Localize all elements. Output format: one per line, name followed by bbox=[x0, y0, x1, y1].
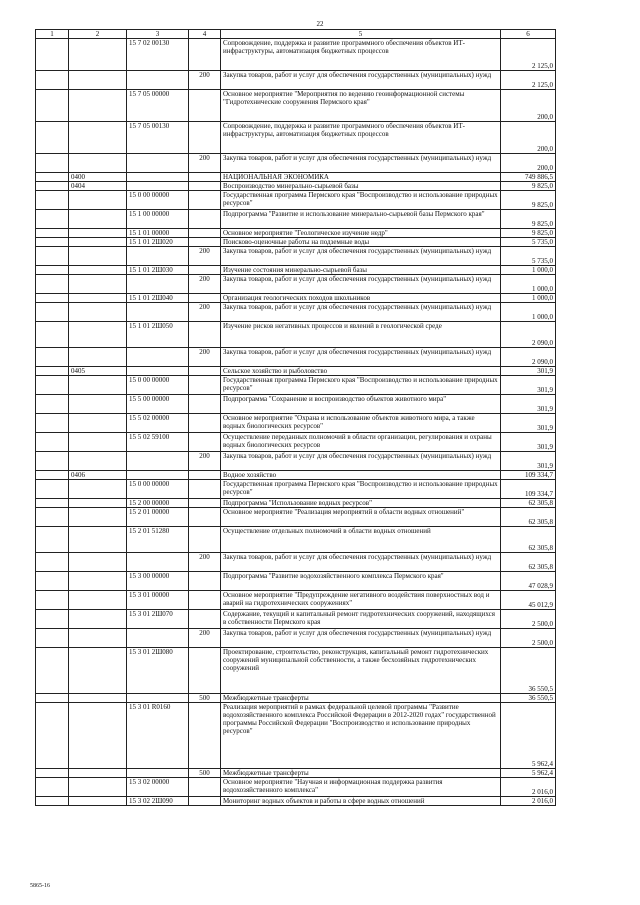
cell-col-1 bbox=[36, 433, 69, 452]
cell-c4 bbox=[189, 433, 221, 452]
table-row bbox=[36, 629, 556, 648]
cell-c5: НАЦИОНАЛЬНАЯ ЭКОНОМИКА bbox=[221, 173, 501, 182]
table-row bbox=[36, 778, 556, 797]
cell-c6: 45 012,9 bbox=[501, 591, 556, 610]
table-row bbox=[36, 591, 556, 610]
table-row bbox=[36, 527, 556, 553]
cell-c6: 109 334,7 bbox=[501, 471, 556, 480]
cell-c3: 15 3 00 00000 bbox=[127, 572, 189, 591]
cell-c4 bbox=[189, 122, 221, 154]
cell-col-1 bbox=[36, 348, 69, 367]
table-row bbox=[36, 471, 556, 480]
cell-c5: Основное мероприятие "Научная и информационная поддержка развития водохозяйственного комплекса" bbox=[221, 778, 501, 797]
cell-c6: 2 090,0 bbox=[501, 322, 556, 348]
cell-col-1 bbox=[36, 90, 69, 122]
table-row bbox=[36, 433, 556, 452]
cell-c2 bbox=[69, 433, 127, 452]
table-row bbox=[36, 348, 556, 367]
cell-col-1 bbox=[36, 610, 69, 629]
cell-c5: Сопровождение, поддержка и развитие программного обеспечения объектов ИТ-инфраструктуры, автоматизация бюджетных процессов bbox=[221, 122, 501, 154]
cell-c6: 301,9 bbox=[501, 367, 556, 376]
cell-c6: 47 028,9 bbox=[501, 572, 556, 591]
cell-c5: Закупка товаров, работ и услуг для обеспечения государственных (муниципальных) нужд bbox=[221, 275, 501, 294]
cell-c4 bbox=[189, 210, 221, 229]
table-row bbox=[36, 122, 556, 154]
cell-c6: 1 000,0 bbox=[501, 266, 556, 275]
table-row bbox=[36, 414, 556, 433]
cell-c6: 5 962,4 bbox=[501, 703, 556, 769]
cell-col-1 bbox=[36, 294, 69, 303]
cell-c2 bbox=[69, 247, 127, 266]
cell-c2 bbox=[69, 229, 127, 238]
cell-c5: Основное мероприятие "Реализация мероприятий в области водных отношений" bbox=[221, 508, 501, 527]
cell-c6: 2 125,0 bbox=[501, 39, 556, 71]
cell-c6: 301,9 bbox=[501, 376, 556, 395]
cell-col-1 bbox=[36, 322, 69, 348]
table-row bbox=[36, 90, 556, 122]
cell-c4 bbox=[189, 395, 221, 414]
cell-c2 bbox=[69, 480, 127, 499]
cell-c4 bbox=[189, 39, 221, 71]
cell-c6: 62 305,8 bbox=[501, 527, 556, 553]
cell-c3: 15 1 01 2Ш040 bbox=[127, 294, 189, 303]
cell-c4 bbox=[189, 266, 221, 275]
table-row bbox=[36, 452, 556, 471]
cell-c4 bbox=[189, 648, 221, 694]
cell-c3: 15 0 00 00000 bbox=[127, 376, 189, 395]
cell-c6: 301,9 bbox=[501, 414, 556, 433]
cell-c6: 5 735,0 bbox=[501, 247, 556, 266]
cell-c2 bbox=[69, 527, 127, 553]
cell-col-1 bbox=[36, 797, 69, 806]
cell-c5: Межбюджетные трансферты bbox=[221, 694, 501, 703]
cell-c3: 15 3 02 2Ш090 bbox=[127, 797, 189, 806]
cell-c3 bbox=[127, 694, 189, 703]
cell-c4 bbox=[189, 778, 221, 797]
cell-c6: 5 962,4 bbox=[501, 769, 556, 778]
cell-c5: Осуществление переданных полномочий в области организации, регулирования и охраны водных биологических ресурсов bbox=[221, 433, 501, 452]
cell-c5: Мониторинг водных объектов и работы в сфере водных отношений bbox=[221, 797, 501, 806]
cell-c3: 15 5 00 00000 bbox=[127, 395, 189, 414]
cell-c2: 0406 bbox=[69, 471, 127, 480]
cell-c2: 0405 bbox=[69, 367, 127, 376]
cell-c6: 9 825,0 bbox=[501, 210, 556, 229]
cell-c4 bbox=[189, 471, 221, 480]
table-row bbox=[36, 191, 556, 210]
cell-col-1 bbox=[36, 703, 69, 769]
cell-c3: 15 2 01 51280 bbox=[127, 527, 189, 553]
cell-col-1 bbox=[36, 376, 69, 395]
budget-table bbox=[35, 29, 556, 806]
table-row bbox=[36, 294, 556, 303]
cell-c2 bbox=[69, 778, 127, 797]
cell-col-1 bbox=[36, 778, 69, 797]
cell-c4: 200 bbox=[189, 275, 221, 294]
cell-c3: 15 7 02 00130 bbox=[127, 39, 189, 71]
cell-c3: 15 3 02 00000 bbox=[127, 778, 189, 797]
cell-c3 bbox=[127, 154, 189, 173]
cell-c5: Подпрограмма "Развитие и использование минерально-сырьевой базы Пермского края" bbox=[221, 210, 501, 229]
header-col-5: 5 bbox=[221, 30, 501, 39]
cell-c2 bbox=[69, 629, 127, 648]
cell-c2 bbox=[69, 648, 127, 694]
cell-col-1 bbox=[36, 122, 69, 154]
cell-c2 bbox=[69, 303, 127, 322]
cell-c3: 15 0 00 00000 bbox=[127, 191, 189, 210]
cell-c6: 1 000,0 bbox=[501, 303, 556, 322]
cell-c4 bbox=[189, 376, 221, 395]
cell-c2 bbox=[69, 122, 127, 154]
cell-c3 bbox=[127, 471, 189, 480]
cell-col-1 bbox=[36, 508, 69, 527]
cell-c2 bbox=[69, 610, 127, 629]
cell-c6: 200,0 bbox=[501, 122, 556, 154]
cell-col-1 bbox=[36, 191, 69, 210]
cell-c4: 200 bbox=[189, 629, 221, 648]
cell-c5: Закупка товаров, работ и услуг для обеспечения государственных (муниципальных) нужд bbox=[221, 71, 501, 90]
cell-c4 bbox=[189, 527, 221, 553]
cell-col-1 bbox=[36, 591, 69, 610]
cell-c5: Государственная программа Пермского края "Воспроизводство и использование природных ресурсов" bbox=[221, 480, 501, 499]
cell-col-1 bbox=[36, 39, 69, 71]
cell-c3: 15 1 01 00000 bbox=[127, 229, 189, 238]
table-row bbox=[36, 376, 556, 395]
cell-c2 bbox=[69, 154, 127, 173]
cell-c5: Изучение рисков негативных процессов и явлений в геологической среде bbox=[221, 322, 501, 348]
cell-c4: 500 bbox=[189, 769, 221, 778]
cell-c2 bbox=[69, 508, 127, 527]
cell-col-1 bbox=[36, 414, 69, 433]
cell-c4: 200 bbox=[189, 247, 221, 266]
cell-c3: 15 7 05 00000 bbox=[127, 90, 189, 122]
cell-c2 bbox=[69, 191, 127, 210]
cell-c3: 15 1 01 2Ш050 bbox=[127, 322, 189, 348]
cell-c2 bbox=[69, 39, 127, 71]
cell-c5: Подпрограмма "Сохранение и воспроизводство объектов животного мира" bbox=[221, 395, 501, 414]
cell-c3: 15 5 02 59100 bbox=[127, 433, 189, 452]
header-col-2: 2 bbox=[69, 30, 127, 39]
cell-c4 bbox=[189, 294, 221, 303]
cell-c4 bbox=[189, 322, 221, 348]
cell-c4: 200 bbox=[189, 71, 221, 90]
cell-c2 bbox=[69, 90, 127, 122]
table-row bbox=[36, 499, 556, 508]
cell-c4 bbox=[189, 90, 221, 122]
cell-c5: Проектирование, строительство, реконструкция, капитальный ремонт гидротехнических сооружений муниципальной собственности, а также бесхозяйных гидротехнических сооружений bbox=[221, 648, 501, 694]
cell-c2 bbox=[69, 703, 127, 769]
cell-c5: Сопровождение, поддержка и развитие программного обеспечения объектов ИТ-инфраструктуры, автоматизация бюджетных процессов bbox=[221, 39, 501, 71]
table-row bbox=[36, 572, 556, 591]
cell-c4 bbox=[189, 797, 221, 806]
cell-c4 bbox=[189, 182, 221, 191]
cell-c2 bbox=[69, 553, 127, 572]
cell-c5: Основное мероприятие "Охрана и использование объектов животного мира, а также водных биологических ресурсов" bbox=[221, 414, 501, 433]
cell-c5: Воспроизводство минерально-сырьевой базы bbox=[221, 182, 501, 191]
cell-c5: Поисково-оценочные работы на подземные воды bbox=[221, 238, 501, 247]
document-stamp: 5865-16 bbox=[30, 883, 50, 889]
cell-col-1 bbox=[36, 238, 69, 247]
table-row bbox=[36, 553, 556, 572]
cell-col-1 bbox=[36, 629, 69, 648]
cell-c2 bbox=[69, 572, 127, 591]
cell-c4 bbox=[189, 173, 221, 182]
cell-c6: 9 825,0 bbox=[501, 229, 556, 238]
cell-c3 bbox=[127, 629, 189, 648]
cell-col-1 bbox=[36, 247, 69, 266]
cell-c4: 200 bbox=[189, 452, 221, 471]
cell-c2 bbox=[69, 769, 127, 778]
cell-c4 bbox=[189, 508, 221, 527]
cell-c2 bbox=[69, 238, 127, 247]
header-col-3: 3 bbox=[127, 30, 189, 39]
cell-c6: 109 334,7 bbox=[501, 480, 556, 499]
cell-c5: Закупка товаров, работ и услуг для обеспечения государственных (муниципальных) нужд bbox=[221, 154, 501, 173]
table-row bbox=[36, 229, 556, 238]
table-row bbox=[36, 266, 556, 275]
cell-c2 bbox=[69, 348, 127, 367]
cell-c6: 2 500,0 bbox=[501, 610, 556, 629]
table-row bbox=[36, 173, 556, 182]
cell-c3: 15 3 01 00000 bbox=[127, 591, 189, 610]
cell-c3: 15 7 05 00130 bbox=[127, 122, 189, 154]
cell-col-1 bbox=[36, 367, 69, 376]
cell-c2 bbox=[69, 452, 127, 471]
table-row bbox=[36, 769, 556, 778]
cell-c6: 2 016,0 bbox=[501, 797, 556, 806]
cell-c4 bbox=[189, 229, 221, 238]
cell-c4: 200 bbox=[189, 553, 221, 572]
cell-col-1 bbox=[36, 769, 69, 778]
cell-c5: Государственная программа Пермского края "Воспроизводство и использование природных ресурсов" bbox=[221, 376, 501, 395]
cell-c4: 200 bbox=[189, 348, 221, 367]
cell-c5: Закупка товаров, работ и услуг для обеспечения государственных (муниципальных) нужд bbox=[221, 452, 501, 471]
cell-c4 bbox=[189, 703, 221, 769]
cell-c3 bbox=[127, 553, 189, 572]
table-row bbox=[36, 508, 556, 527]
cell-c5: Основное мероприятие "Мероприятия по ведению геоинформационной системы "Гидротехнические сооружения Пермского края" bbox=[221, 90, 501, 122]
cell-c3 bbox=[127, 182, 189, 191]
cell-c3: 15 3 01 2Ш070 bbox=[127, 610, 189, 629]
table-row bbox=[36, 395, 556, 414]
cell-c3 bbox=[127, 71, 189, 90]
cell-col-1 bbox=[36, 182, 69, 191]
table-row bbox=[36, 480, 556, 499]
cell-c5: Изучение состояния минерально-сырьевой базы bbox=[221, 266, 501, 275]
cell-c2 bbox=[69, 275, 127, 294]
cell-c6: 749 886,5 bbox=[501, 173, 556, 182]
cell-c2 bbox=[69, 294, 127, 303]
cell-c4 bbox=[189, 480, 221, 499]
cell-c6: 62 305,8 bbox=[501, 508, 556, 527]
cell-c2: 0400 bbox=[69, 173, 127, 182]
cell-c4 bbox=[189, 591, 221, 610]
cell-c5: Реализация мероприятий в рамках федеральной целевой программы "Развитие водохозяйственного комплекса Российской Федерации в 2012-2020 годах" государственной программы Российской Федерации "Воспроизводство и использование природных ресурсов" bbox=[221, 703, 501, 769]
table-row bbox=[36, 247, 556, 266]
cell-c6: 200,0 bbox=[501, 90, 556, 122]
cell-c3 bbox=[127, 275, 189, 294]
cell-c6: 36 550,5 bbox=[501, 694, 556, 703]
cell-col-1 bbox=[36, 173, 69, 182]
cell-col-1 bbox=[36, 266, 69, 275]
cell-col-1 bbox=[36, 694, 69, 703]
table-row bbox=[36, 210, 556, 229]
cell-col-1 bbox=[36, 210, 69, 229]
cell-c5: Водное хозяйство bbox=[221, 471, 501, 480]
cell-col-1 bbox=[36, 229, 69, 238]
cell-col-1 bbox=[36, 553, 69, 572]
cell-col-1 bbox=[36, 471, 69, 480]
table-row bbox=[36, 238, 556, 247]
cell-c6: 2 016,0 bbox=[501, 778, 556, 797]
cell-c6: 36 550,5 bbox=[501, 648, 556, 694]
cell-c2 bbox=[69, 71, 127, 90]
cell-col-1 bbox=[36, 303, 69, 322]
table-row bbox=[36, 182, 556, 191]
cell-c5: Межбюджетные трансферты bbox=[221, 769, 501, 778]
cell-col-1 bbox=[36, 71, 69, 90]
cell-c3: 15 1 01 2Ш020 bbox=[127, 238, 189, 247]
cell-col-1 bbox=[36, 275, 69, 294]
cell-col-1 bbox=[36, 395, 69, 414]
cell-col-1 bbox=[36, 648, 69, 694]
cell-c4 bbox=[189, 191, 221, 210]
cell-c3: 15 2 00 00000 bbox=[127, 499, 189, 508]
header-col-6: 6 bbox=[501, 30, 556, 39]
cell-c5: Сельское хозяйство и рыболовство bbox=[221, 367, 501, 376]
cell-col-1 bbox=[36, 480, 69, 499]
cell-c4 bbox=[189, 367, 221, 376]
table-row bbox=[36, 39, 556, 71]
cell-c2 bbox=[69, 591, 127, 610]
table-row bbox=[36, 71, 556, 90]
cell-c5: Закупка товаров, работ и услуг для обеспечения государственных (муниципальных) нужд bbox=[221, 629, 501, 648]
cell-c2 bbox=[69, 694, 127, 703]
cell-c3: 15 1 01 2Ш030 bbox=[127, 266, 189, 275]
cell-c5: Закупка товаров, работ и услуг для обеспечения государственных (муниципальных) нужд bbox=[221, 553, 501, 572]
cell-c5: Государственная программа Пермского края "Воспроизводство и использование природных ресурсов" bbox=[221, 191, 501, 210]
cell-c6: 1 000,0 bbox=[501, 294, 556, 303]
page-number: 22 bbox=[316, 20, 324, 28]
cell-c2 bbox=[69, 210, 127, 229]
cell-col-1 bbox=[36, 499, 69, 508]
cell-c2 bbox=[69, 395, 127, 414]
cell-c2 bbox=[69, 376, 127, 395]
cell-c6: 5 735,0 bbox=[501, 238, 556, 247]
table-row bbox=[36, 275, 556, 294]
cell-c4 bbox=[189, 610, 221, 629]
cell-c5: Основное мероприятие "Предупреждение негативного воздействия поверхностных вод и аварий на гидротехнических сооружениях" bbox=[221, 591, 501, 610]
cell-c6: 2 090,0 bbox=[501, 348, 556, 367]
table-row bbox=[36, 367, 556, 376]
cell-c2 bbox=[69, 414, 127, 433]
cell-c4 bbox=[189, 499, 221, 508]
table-row bbox=[36, 703, 556, 769]
cell-c5: Закупка товаров, работ и услуг для обеспечения государственных (муниципальных) нужд bbox=[221, 348, 501, 367]
header-col-4: 4 bbox=[189, 30, 221, 39]
cell-c2 bbox=[69, 797, 127, 806]
cell-c2 bbox=[69, 266, 127, 275]
cell-c3 bbox=[127, 367, 189, 376]
cell-c6: 2 500,0 bbox=[501, 629, 556, 648]
cell-c4: 200 bbox=[189, 303, 221, 322]
cell-c2 bbox=[69, 322, 127, 348]
table-row bbox=[36, 322, 556, 348]
cell-c4 bbox=[189, 414, 221, 433]
table-row bbox=[36, 303, 556, 322]
cell-c2: 0404 bbox=[69, 182, 127, 191]
header-col-1: 1 bbox=[36, 30, 69, 39]
cell-c3: 15 0 00 00000 bbox=[127, 480, 189, 499]
cell-c6: 9 825,0 bbox=[501, 191, 556, 210]
cell-c6: 62 305,8 bbox=[501, 553, 556, 572]
cell-c6: 301,9 bbox=[501, 452, 556, 471]
table-row bbox=[36, 154, 556, 173]
cell-c4: 200 bbox=[189, 154, 221, 173]
cell-c6: 2 125,0 bbox=[501, 71, 556, 90]
cell-c3: 15 2 01 00000 bbox=[127, 508, 189, 527]
cell-c3 bbox=[127, 303, 189, 322]
cell-c3 bbox=[127, 173, 189, 182]
cell-c5: Подпрограмма "Использование водных ресурсов" bbox=[221, 499, 501, 508]
table-row bbox=[36, 694, 556, 703]
cell-col-1 bbox=[36, 572, 69, 591]
cell-col-1 bbox=[36, 154, 69, 173]
cell-c3 bbox=[127, 247, 189, 266]
cell-c4: 500 bbox=[189, 694, 221, 703]
cell-col-1 bbox=[36, 452, 69, 471]
cell-c6: 62 305,8 bbox=[501, 499, 556, 508]
cell-c2 bbox=[69, 499, 127, 508]
cell-c5: Содержание, текущий и капитальный ремонт гидротехнических сооружений, находящихся в собственности Пермского края bbox=[221, 610, 501, 629]
cell-c5: Организация геологических походов школьников bbox=[221, 294, 501, 303]
table-row bbox=[36, 648, 556, 694]
table-row bbox=[36, 610, 556, 629]
cell-c5: Закупка товаров, работ и услуг для обеспечения государственных (муниципальных) нужд bbox=[221, 303, 501, 322]
cell-c4 bbox=[189, 238, 221, 247]
table-row bbox=[36, 797, 556, 806]
cell-c5: Осуществление отдельных полномочий в области водных отношений bbox=[221, 527, 501, 553]
cell-c6: 1 000,0 bbox=[501, 275, 556, 294]
cell-c3: 15 5 02 00000 bbox=[127, 414, 189, 433]
cell-c3 bbox=[127, 348, 189, 367]
cell-c5: Основное мероприятие "Геологическое изучение недр" bbox=[221, 229, 501, 238]
cell-c6: 301,9 bbox=[501, 433, 556, 452]
cell-c6: 9 825,0 bbox=[501, 182, 556, 191]
cell-c3: 15 1 00 00000 bbox=[127, 210, 189, 229]
cell-c4 bbox=[189, 572, 221, 591]
cell-col-1 bbox=[36, 527, 69, 553]
cell-c3 bbox=[127, 452, 189, 471]
cell-c6: 200,0 bbox=[501, 154, 556, 173]
table-header-row bbox=[36, 30, 556, 39]
cell-c3 bbox=[127, 769, 189, 778]
cell-c5: Подпрограмма "Развитие водохозяйственного комплекса Пермского края" bbox=[221, 572, 501, 591]
cell-c3: 15 3 01 R0160 bbox=[127, 703, 189, 769]
cell-c3: 15 3 01 2Ш080 bbox=[127, 648, 189, 694]
cell-c5: Закупка товаров, работ и услуг для обеспечения государственных (муниципальных) нужд bbox=[221, 247, 501, 266]
cell-c6: 301,9 bbox=[501, 395, 556, 414]
